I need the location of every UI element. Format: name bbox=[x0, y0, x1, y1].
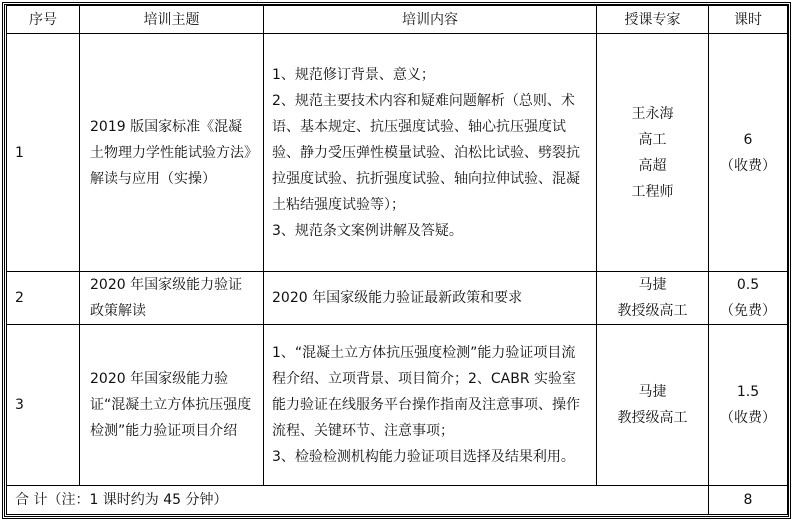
expert-line: 王永海 bbox=[631, 105, 674, 122]
row-no: 2 bbox=[7, 272, 80, 325]
table-row bbox=[7, 272, 788, 325]
expert-line: 高超 bbox=[638, 157, 667, 174]
content-line: 2020 年国家级能力验证最新政策和要求 bbox=[272, 290, 523, 306]
expert-line: 马捷 bbox=[638, 384, 667, 400]
total-row bbox=[7, 486, 788, 515]
row-content bbox=[264, 272, 597, 325]
row-hours bbox=[709, 272, 788, 325]
row-content bbox=[264, 34, 597, 272]
content-line: 3、检验检测机构能力验证项目选择及结果利用。 bbox=[272, 449, 575, 465]
row-no: 3 bbox=[7, 325, 80, 486]
header-no: 序号 bbox=[7, 6, 80, 34]
total-hours: 8 bbox=[709, 486, 788, 515]
expert-line: 高工 bbox=[638, 131, 667, 148]
row-topic: 2020 年国家级能力验证“混凝土立方体抗压强度检测”能力验证项目介绍 bbox=[80, 325, 264, 486]
training-schedule-table bbox=[6, 5, 788, 515]
expert-line: 工程师 bbox=[631, 183, 674, 200]
header-expert: 授课专家 bbox=[597, 6, 709, 34]
content-line: 1、规范修订背景、意义； bbox=[272, 66, 435, 83]
content-line: 2、规范主要技术内容和疑难问题解析（总则、术语、基本规定、抗压强度试验、轴心抗压强度试验、静力受压弹性模量试验、泊松比试验、劈裂抗拉强度试验、抗折强度试验、轴向拉伸试验、混凝土粘结强度试验等）； bbox=[272, 92, 580, 213]
row-expert bbox=[597, 325, 709, 486]
row-hours bbox=[709, 325, 788, 486]
row-no: 1 bbox=[7, 34, 80, 272]
expert-line: 马捷 bbox=[638, 277, 667, 293]
fee-label: （收费） bbox=[720, 410, 776, 426]
header-topic: 培训主题 bbox=[80, 6, 264, 34]
row-hours bbox=[709, 34, 788, 272]
row-topic: 2020 年国家级能力验证政策解读 bbox=[80, 272, 264, 325]
hours-value: 1.5 bbox=[736, 384, 760, 400]
header-content: 培训内容 bbox=[264, 6, 597, 34]
header-row bbox=[7, 6, 788, 34]
row-topic: 2019 版国家标准《混凝土物理力学性能试验方法》解读与应用（实操） bbox=[80, 34, 264, 272]
table-row bbox=[7, 34, 788, 272]
expert-line: 教授级高工 bbox=[617, 410, 688, 426]
row-content bbox=[264, 325, 597, 486]
row-expert bbox=[597, 272, 709, 325]
content-line: 3、规范条文案例讲解及答疑。 bbox=[272, 222, 463, 239]
total-label: 合 计（注：1 课时约为 45 分钟） bbox=[7, 486, 709, 515]
hours-value: 6 bbox=[743, 131, 753, 148]
table-row bbox=[7, 325, 788, 486]
row-expert bbox=[597, 34, 709, 272]
expert-line: 教授级高工 bbox=[617, 303, 688, 319]
fee-label: （免费） bbox=[720, 303, 776, 319]
header-hours: 课时 bbox=[709, 6, 788, 34]
fee-label: （收费） bbox=[720, 157, 776, 174]
content-line: 1、“混凝土立方体抗压强度检测”能力验证项目流程介绍、立项背景、项目简介；2、CABR 实验室能力验证在线服务平台操作指南及注意事项、操作流程、关键环节、注意事项； bbox=[272, 345, 580, 439]
hours-value: 0.5 bbox=[736, 277, 760, 293]
